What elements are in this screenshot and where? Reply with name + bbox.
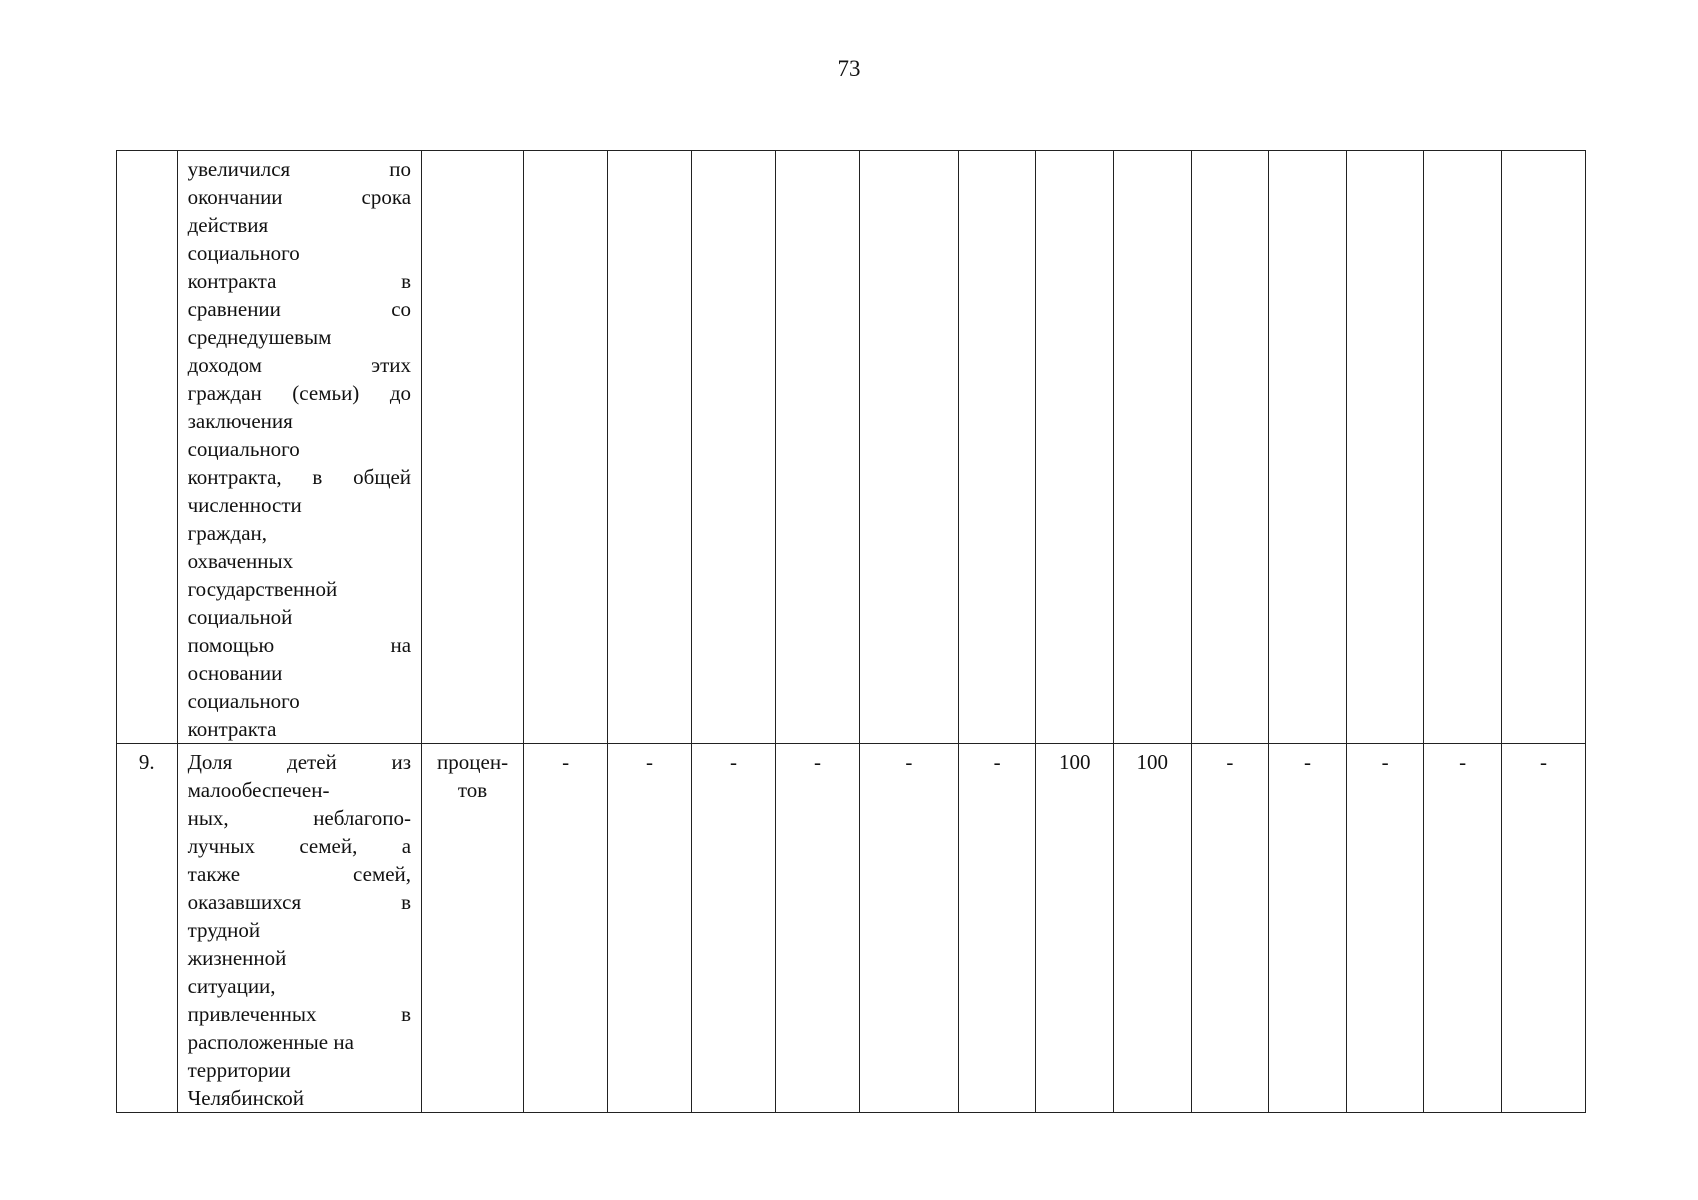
name-line: окончании срока xyxy=(187,185,412,209)
value-cell xyxy=(775,151,859,744)
value-cell xyxy=(524,151,608,744)
name-line: ситуации, xyxy=(187,974,276,998)
value-cell xyxy=(1036,151,1114,744)
name-line: социальной xyxy=(187,605,293,629)
name-line: государственной xyxy=(187,577,338,601)
unit-cell xyxy=(422,151,524,744)
value-cell xyxy=(1191,151,1269,744)
value-cell: - xyxy=(692,744,776,1113)
name-line: контракта в xyxy=(187,269,412,293)
name-line: охваченных xyxy=(187,549,294,573)
value-cell: - xyxy=(859,744,958,1113)
name-line: лучных семей, а xyxy=(187,834,412,858)
name-line: доходом этих xyxy=(187,353,412,377)
name-line: также семей, xyxy=(187,862,412,886)
indicator-name xyxy=(177,151,421,744)
name-line: среднедушевым xyxy=(187,325,332,349)
value-cell xyxy=(1424,151,1502,744)
indicators-table xyxy=(116,150,1586,1113)
row-number: 9. xyxy=(117,744,178,1113)
value-cell: - xyxy=(1269,744,1347,1113)
value-cell xyxy=(692,151,776,744)
name-line: действия xyxy=(187,213,269,237)
value-cell: - xyxy=(775,744,859,1113)
name-line: социального xyxy=(187,689,300,713)
name-line: сравнении со xyxy=(187,297,412,321)
row-number xyxy=(117,151,178,744)
unit-cell xyxy=(422,744,524,1113)
name-line: контракта, в общей xyxy=(187,465,412,489)
value-cell: 100 xyxy=(1036,744,1114,1113)
table-row xyxy=(117,151,1586,744)
name-line: граждан, xyxy=(187,521,268,545)
name-line: контракта xyxy=(187,717,277,741)
value-cell: - xyxy=(1424,744,1502,1113)
name-line: социального xyxy=(187,241,300,265)
value-cell: - xyxy=(1501,744,1585,1113)
value-cell: - xyxy=(1346,744,1424,1113)
name-line: малообеспечен- xyxy=(187,778,330,802)
value-cell: - xyxy=(958,744,1036,1113)
value-cell xyxy=(608,151,692,744)
name-line: Челябинской xyxy=(187,1086,305,1110)
name-line: ных, неблагопо- xyxy=(187,806,412,830)
value-cell: 100 xyxy=(1113,744,1191,1113)
table-row xyxy=(117,744,1586,1113)
value-cell xyxy=(859,151,958,744)
name-line: Доля детей из xyxy=(187,750,412,774)
unit-line: процен- xyxy=(437,750,509,774)
value-cell xyxy=(1269,151,1347,744)
name-line: жизненной xyxy=(187,946,287,970)
name-line: основании xyxy=(187,661,283,685)
name-line: территории xyxy=(187,1058,291,1082)
name-line: социального xyxy=(187,437,300,461)
value-cell xyxy=(1113,151,1191,744)
indicator-name xyxy=(177,744,421,1113)
name-line: расположенные на xyxy=(187,1030,354,1054)
name-line: помощью на xyxy=(187,633,412,657)
value-cell: - xyxy=(524,744,608,1113)
unit-line: тов xyxy=(457,778,488,802)
name-line: привлеченных в xyxy=(187,1002,412,1026)
value-cell: - xyxy=(608,744,692,1113)
name-line: оказавшихся в xyxy=(187,890,412,914)
page-number: 73 xyxy=(837,56,861,81)
value-cell xyxy=(958,151,1036,744)
value-cell xyxy=(1501,151,1585,744)
name-line: трудной xyxy=(187,918,261,942)
name-line: численности xyxy=(187,493,302,517)
value-cell xyxy=(1346,151,1424,744)
name-line: граждан (семьи) до xyxy=(187,381,412,405)
name-line: увеличился по xyxy=(187,157,412,181)
value-cell: - xyxy=(1191,744,1269,1113)
name-line: заключения xyxy=(187,409,293,433)
